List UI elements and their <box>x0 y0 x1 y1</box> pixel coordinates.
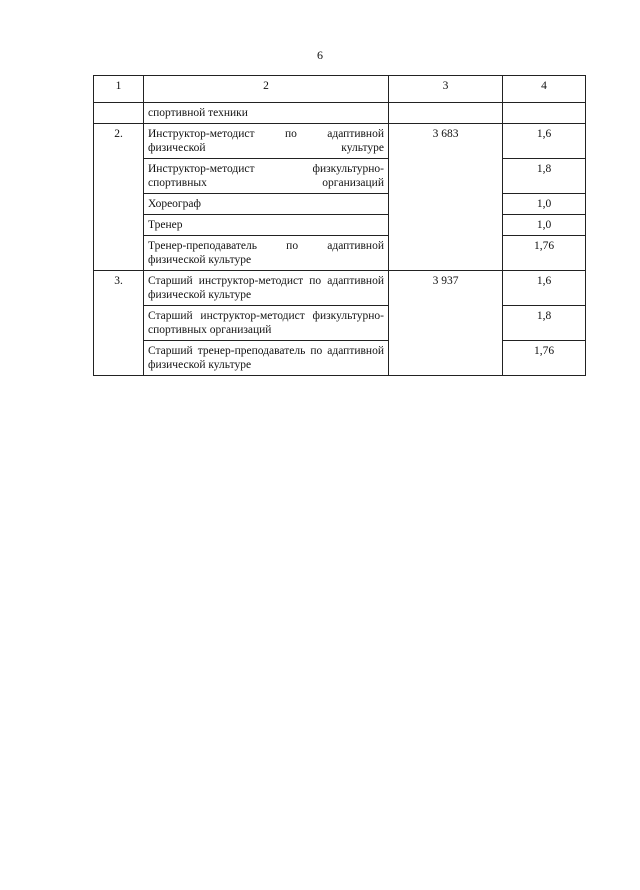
coefficient: 1,76 <box>503 341 586 376</box>
group-number: 2. <box>94 124 144 271</box>
header-cell-2: 2 <box>144 76 389 103</box>
table-row <box>94 271 586 306</box>
group-number: 3. <box>94 271 144 376</box>
position-name: Инструктор-методист по адаптивной физической культуре <box>144 124 389 159</box>
coefficient: 1,8 <box>503 306 586 341</box>
position-name: Тренер-преподаватель по адаптивной физической культуре <box>144 236 389 271</box>
table-row <box>94 124 586 159</box>
table-row <box>94 341 586 376</box>
coefficient: 1,6 <box>503 271 586 306</box>
position-name: Старший инструктор-методист физкультурно-спортивных организаций <box>144 306 389 341</box>
coefficient: 1,76 <box>503 236 586 271</box>
header-cell-3: 3 <box>389 76 503 103</box>
coefficient: 1,8 <box>503 159 586 194</box>
salary-table <box>93 75 586 376</box>
continuation-text: спортивной техники <box>144 103 389 124</box>
coefficient: 1,0 <box>503 215 586 236</box>
table-row <box>94 159 586 194</box>
coefficient: 1,0 <box>503 194 586 215</box>
empty-cell <box>503 103 586 124</box>
empty-cell <box>389 103 503 124</box>
position-name: Инструктор-методист физкультурно-спортивных организаций <box>144 159 389 194</box>
table-row <box>94 194 586 215</box>
page-number: 6 <box>317 48 323 62</box>
header-cell-4: 4 <box>503 76 586 103</box>
header-row <box>94 76 586 103</box>
table-row <box>94 215 586 236</box>
position-name: Хореограф <box>144 194 389 215</box>
header-cell-1: 1 <box>94 76 144 103</box>
position-name: Старший тренер-преподаватель по адаптивной физической культуре <box>144 341 389 376</box>
continuation-row <box>94 103 586 124</box>
empty-cell <box>94 103 144 124</box>
salary-value: 3 683 <box>389 124 503 271</box>
position-name: Старший инструктор-методист по адаптивной физической культуре <box>144 271 389 306</box>
coefficient: 1,6 <box>503 124 586 159</box>
salary-value: 3 937 <box>389 271 503 376</box>
table-row <box>94 306 586 341</box>
position-name: Тренер <box>144 215 389 236</box>
table-row <box>94 236 586 271</box>
